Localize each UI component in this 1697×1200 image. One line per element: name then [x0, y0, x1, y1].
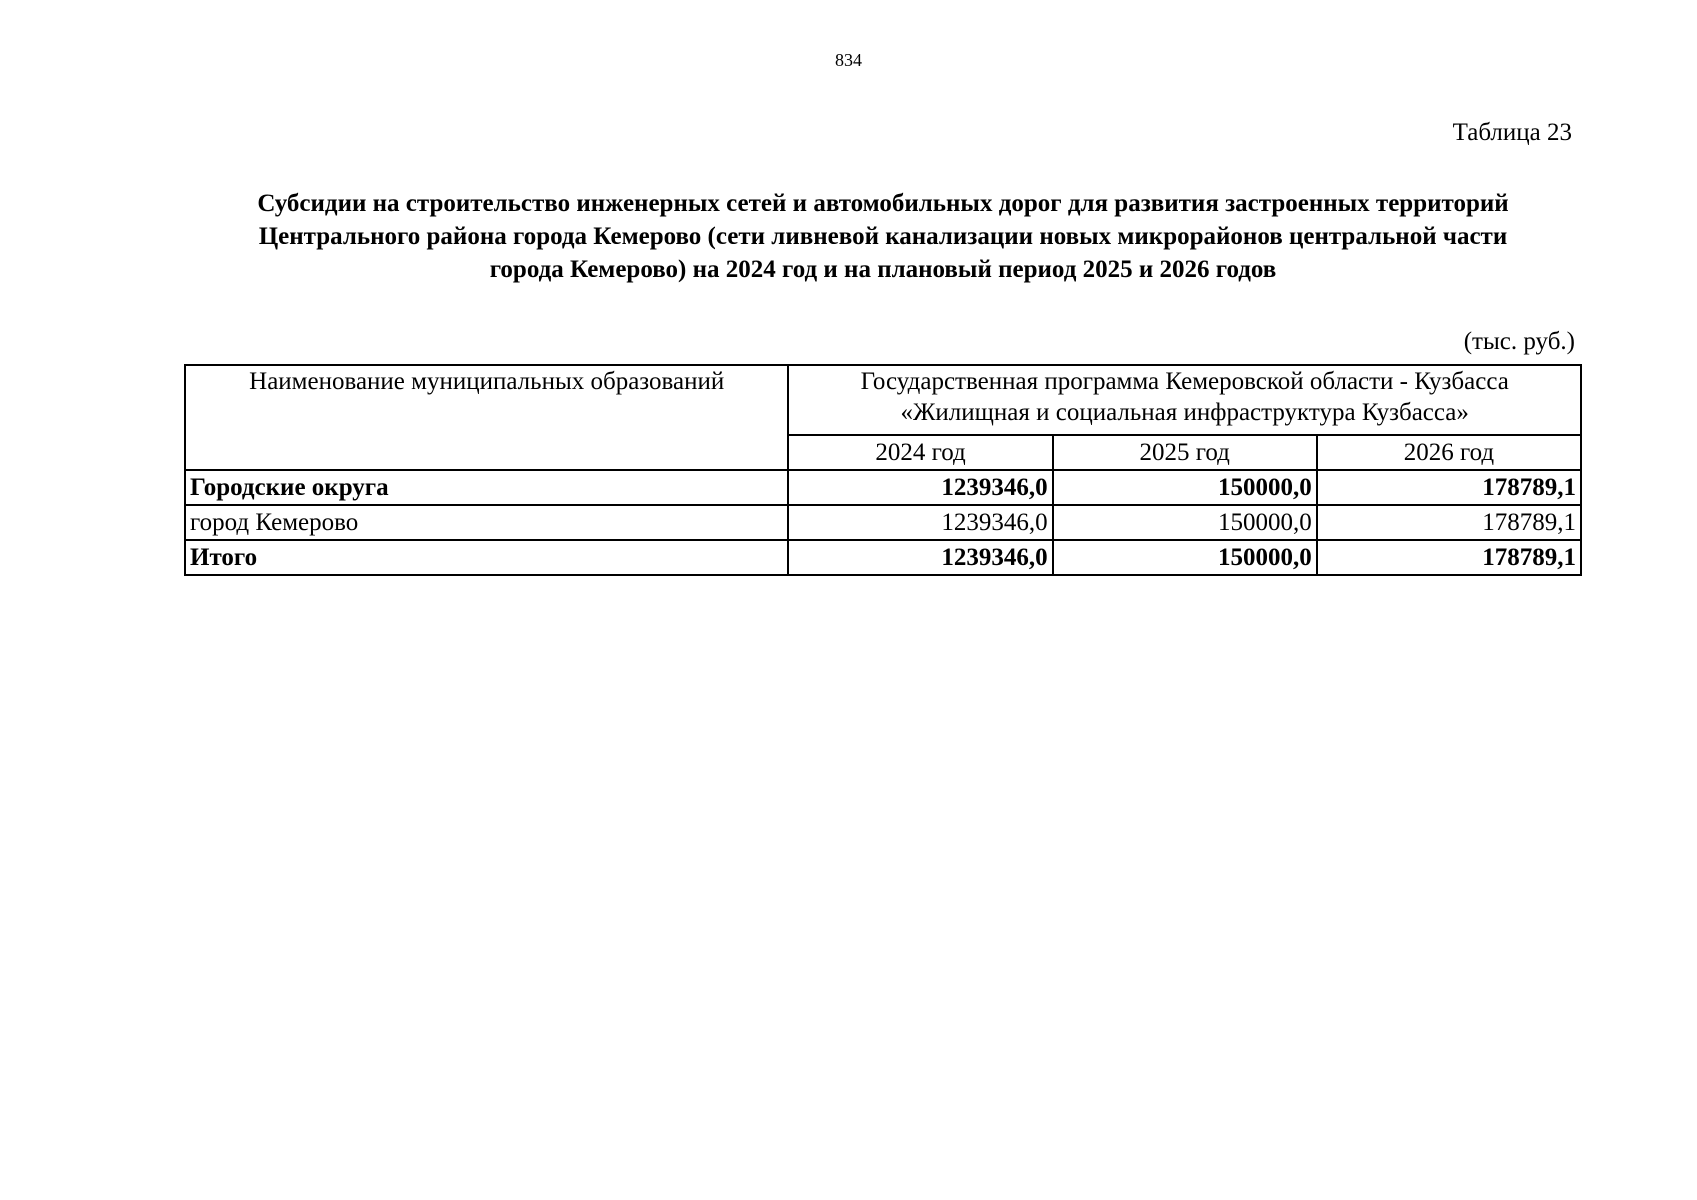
document-title	[210, 187, 1556, 286]
header-year-2024: 2024 год	[788, 435, 1052, 470]
header-year-2026: 2026 год	[1317, 435, 1581, 470]
table-row-kemerovo-city	[185, 505, 1581, 540]
value-2024: 1239346,0	[788, 540, 1052, 575]
value-2024: 1239346,0	[788, 505, 1052, 540]
row-label: город Кемерово	[185, 505, 788, 540]
table-row-urban-districts	[185, 470, 1581, 505]
value-2024: 1239346,0	[788, 470, 1052, 505]
header-program-line-2: «Жилищная и социальная инфраструктура Кузбасса»	[900, 399, 1469, 426]
table-number-label: Таблица 23	[1452, 119, 1572, 146]
table-header-row	[185, 365, 1581, 435]
units-label: (тыс. руб.)	[1463, 328, 1575, 355]
title-line-1: Субсидии на строительство инженерных сетей и автомобильных дорог для развития застроенных территорий	[257, 190, 1509, 217]
subsidies-table	[184, 364, 1582, 576]
value-2026: 178789,1	[1317, 505, 1581, 540]
header-year-2025: 2025 год	[1053, 435, 1317, 470]
page-number: 834	[835, 50, 862, 70]
title-line-2: Центрального района города Кемерово (сети ливневой канализации новых микрорайонов центральной части	[258, 223, 1508, 250]
row-label: Итого	[185, 540, 788, 575]
title-line-3: города Кемерово) на 2024 год и на плановый период 2025 и 2026 годов	[489, 256, 1277, 283]
header-state-program	[788, 365, 1581, 435]
value-2026: 178789,1	[1317, 470, 1581, 505]
value-2025: 150000,0	[1053, 505, 1317, 540]
header-municipality-name: Наименование муниципальных образований	[185, 365, 788, 470]
table-row-total	[185, 540, 1581, 575]
value-2026: 178789,1	[1317, 540, 1581, 575]
value-2025: 150000,0	[1053, 470, 1317, 505]
value-2025: 150000,0	[1053, 540, 1317, 575]
row-label: Городские округа	[185, 470, 788, 505]
header-program-line-1: Государственная программа Кемеровской области - Кузбасса	[860, 368, 1509, 395]
